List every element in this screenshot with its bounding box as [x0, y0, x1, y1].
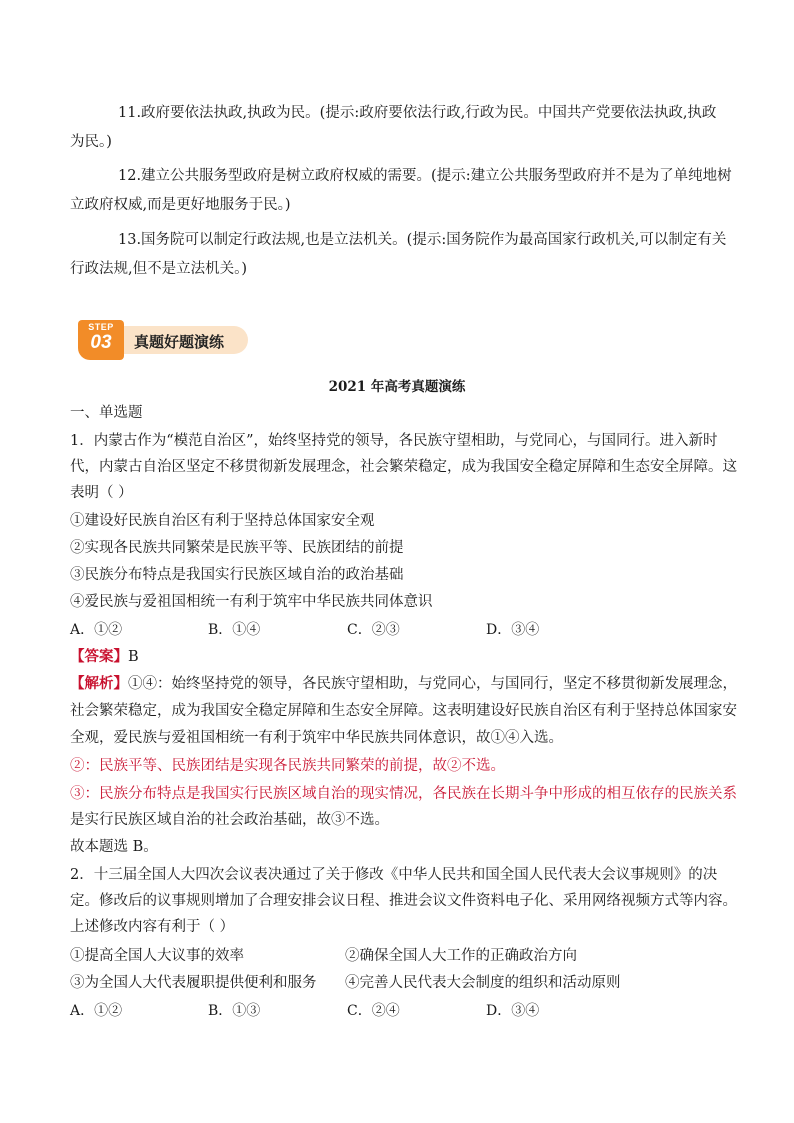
q1-item-4: ④爱民族与爱祖国相统一有利于筑牢中华民族共同体意识 — [70, 594, 433, 610]
q2-stem-line-2: 定。修改后的议事规则增加了合理安排会议日程、推进会议文件资料电子化、采用网络视频方式等内容。 — [70, 893, 737, 909]
tip-11-line-1: 11.政府要依法执政,执政为民。(提示:政府要依法行政,行政为民。中国共产党要依法执政,执政 — [118, 105, 717, 121]
q1-tail-line-1: 是实行民族区域自治的社会政治基础，故③不选。 — [70, 812, 389, 828]
q2-item-2: ②确保全国人大工作的正确政治方向 — [345, 948, 577, 964]
q1-stem-line-1: 1．内蒙古作为“模范自治区”，始终坚持党的领导，各民族守望相助，与党同心，与国同行。进入新时 — [70, 433, 718, 449]
q1-item-2: ②实现各民族共同繁荣是民族平等、民族团结的前提 — [70, 540, 404, 556]
tip-12-line-1: 12.建立公共服务型政府是树立政府权威的需要。(提示:建立公共服务型政府并不是为了单纯地树 — [118, 168, 732, 184]
tip-12-line-2: 立政府权威,而是更好地服务于民。) — [70, 197, 291, 213]
q2-item-1: ①提高全国人大议事的效率 — [70, 948, 244, 964]
answer-value: B — [128, 649, 139, 665]
q1-option-c: C．②③ — [347, 622, 400, 638]
q1-analysis-line-3: 全观，爱民族与爱祖国相统一有利于筑牢中华民族共同体意识，故①④入选。 — [70, 730, 563, 746]
q2-option-b: B．①③ — [208, 1003, 261, 1019]
q1-stem-line-3: 表明（ ） — [70, 485, 133, 501]
q1-red-line-2: ③：民族分布特点是我国实行民族区域自治的现实情况，各民族在长期斗争中形成的相互依存的民族关系 — [70, 786, 737, 802]
analysis-text-1: ①④：始终坚持党的领导，各民族守望相助，与党同心，与国同行，坚定不移贯彻新发展理念， — [128, 676, 737, 692]
q1-stem-line-2: 代，内蒙古自治区坚定不移贯彻新发展理念，社会繁荣稳定，成为我国安全稳定屏障和生态安全屏障。这 — [70, 459, 737, 475]
q1-tail-line-2: 故本题选 B。 — [70, 839, 158, 855]
step-title: 真题好题演练 — [134, 333, 225, 351]
tip-11-line-2: 为民。) — [70, 134, 112, 150]
tip-13-line-1: 13.国务院可以制定行政法规,也是立法机关。(提示:国务院作为最高国家行政机关,可以制定有关 — [118, 232, 727, 248]
q2-stem-line-3: 上述修改内容有利于（ ） — [70, 919, 235, 935]
q2-option-a: A．①② — [70, 1003, 123, 1019]
section-title: 2021 年高考真题演练 — [328, 379, 466, 395]
q1-answer-line — [70, 648, 139, 666]
q2-option-c: C．②④ — [347, 1003, 400, 1019]
q1-option-d: D．③④ — [486, 622, 540, 638]
tip-13-line-2: 行政法规,但不是立法机关。) — [70, 261, 248, 277]
q1-item-3: ③民族分布特点是我国实行民族区域自治的政治基础 — [70, 567, 404, 583]
q2-option-d: D．③④ — [486, 1003, 540, 1019]
q1-item-1: ①建设好民族自治区有利于坚持总体国家安全观 — [70, 513, 375, 529]
part-heading: 一、单选题 — [70, 405, 143, 421]
q2-stem-line-1: 2．十三届全国人大四次会议表决通过了关于修改《中华人民共和国全国人民代表大会议事规则》的决 — [70, 867, 718, 883]
step-number-box — [78, 320, 124, 360]
q1-red-line-1: ②：民族平等、民族团结是实现各民族共同繁荣的前提，故②不选。 — [70, 758, 505, 774]
q1-option-b: B．①④ — [208, 622, 261, 638]
step-label: STEP — [88, 322, 114, 332]
answer-label: 【答案】 — [70, 648, 128, 665]
q1-analysis-line-2: 社会繁荣稳定，成为我国安全稳定屏障和生态安全屏障。这表明建设好民族自治区有利于坚持总体国家安 — [70, 703, 737, 719]
analysis-label: 【解析】 — [70, 675, 128, 692]
q2-item-3: ③为全国人大代表履职提供便利和服务 — [70, 975, 317, 991]
q1-option-a: A．①② — [70, 622, 123, 638]
q2-item-4: ④完善人民代表大会制度的组织和活动原则 — [345, 975, 621, 991]
step-number: 03 — [90, 332, 112, 353]
step-badge — [78, 320, 248, 362]
q1-analysis-line-1 — [70, 675, 737, 693]
